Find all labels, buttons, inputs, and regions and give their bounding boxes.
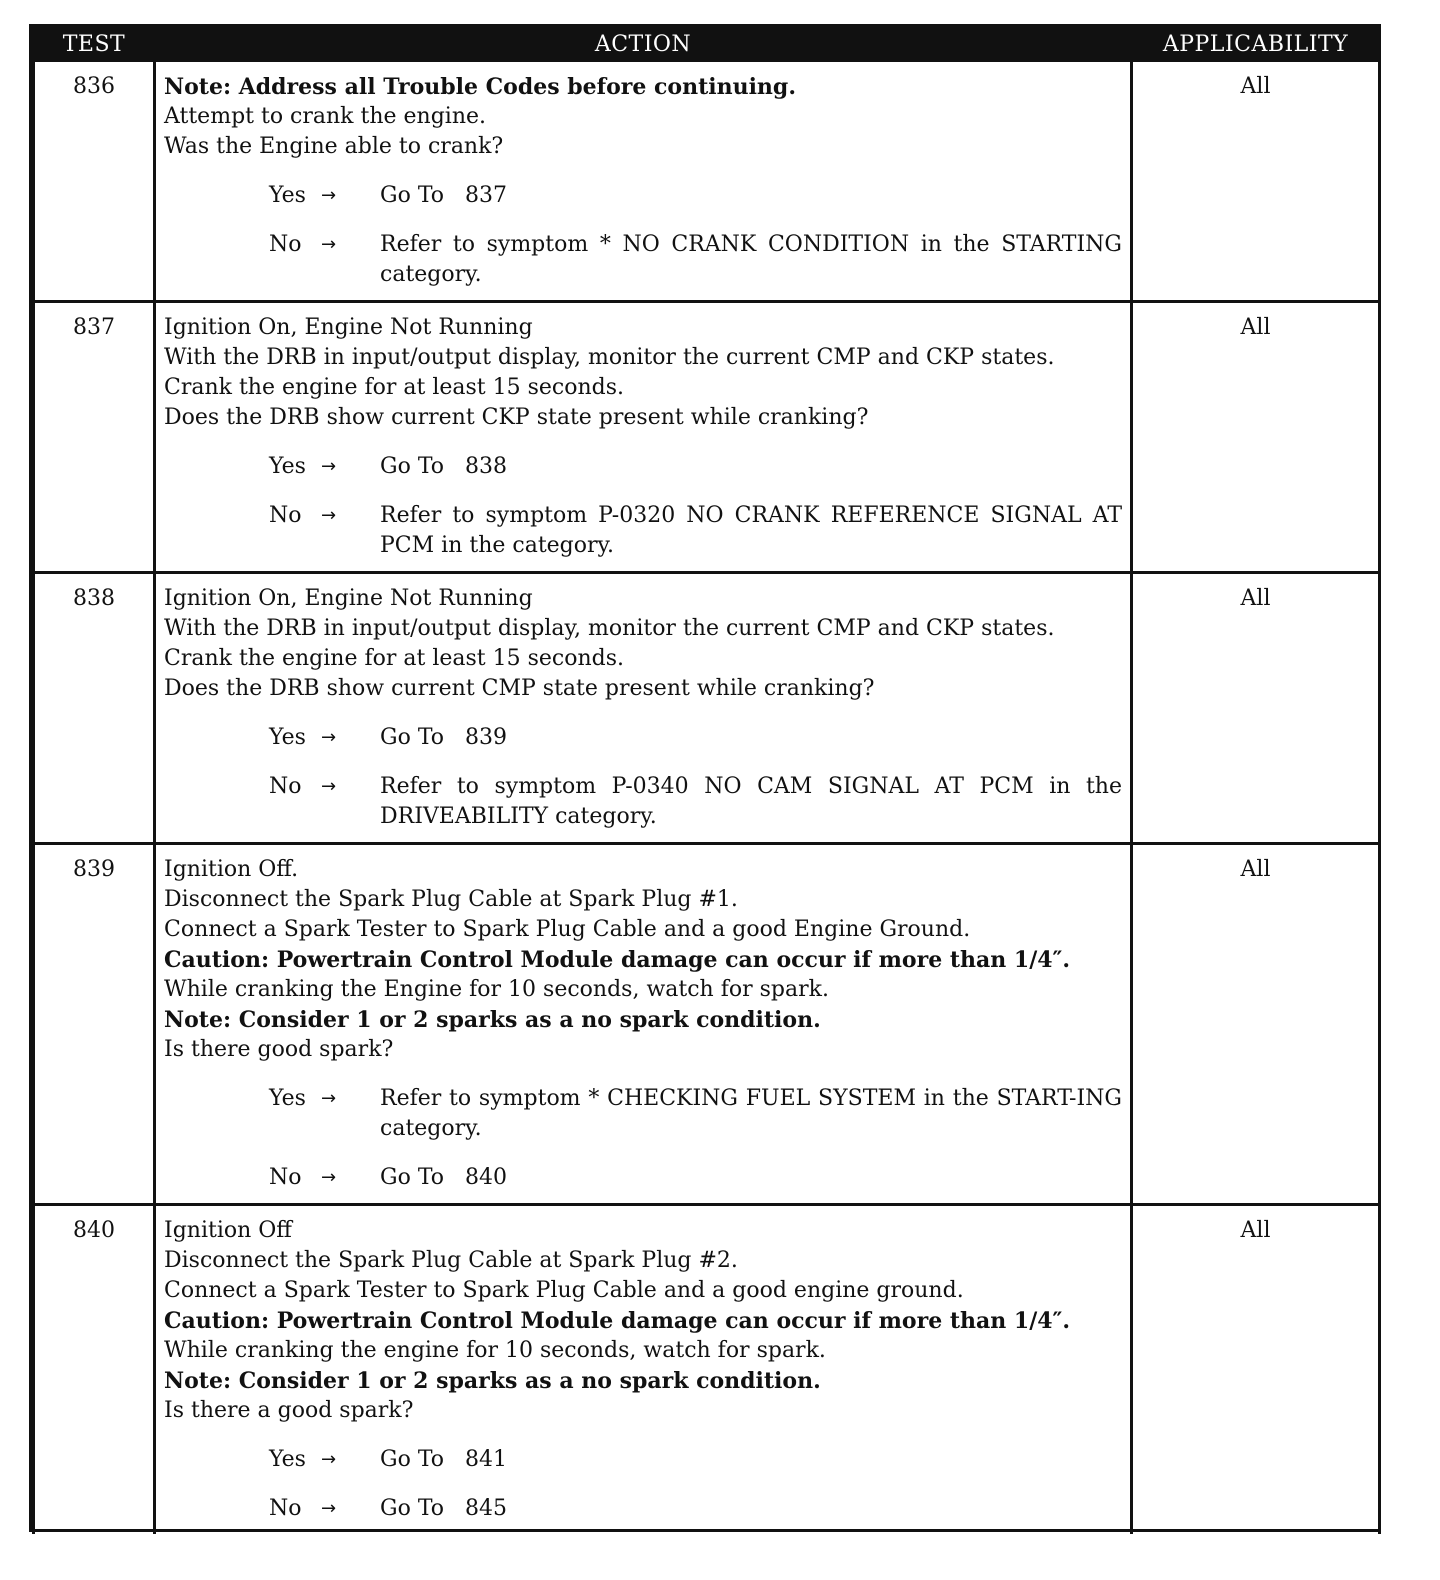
arrow-right-icon: → — [321, 234, 337, 255]
action-cell — [155, 302, 1132, 573]
answer-text: Go To 838 — [380, 454, 507, 479]
answer-label: No — [269, 503, 302, 528]
answer-label: Yes — [269, 725, 306, 750]
test-number: 838 — [34, 573, 155, 844]
arrow-right-icon: → — [321, 1498, 337, 1519]
action-step: Disconnect the Spark Plug Cable at Spark Plug #2. — [164, 1248, 738, 1273]
test-number: 839 — [34, 844, 155, 1205]
test-row — [34, 62, 1380, 302]
answer-yes — [269, 452, 1122, 482]
diagnostic-test-table — [29, 24, 1381, 1532]
answer-label: No — [269, 1165, 302, 1190]
action-note: Note: Consider 1 or 2 sparks as a no spark condition. — [164, 1007, 821, 1033]
answer-text: Go To 845 — [380, 1496, 507, 1521]
action-step: Does the DRB show current CMP state present while cranking? — [164, 676, 875, 701]
answer-text: Go To 840 — [380, 1165, 507, 1190]
answer-yes — [269, 723, 1122, 753]
action-note: Note: Consider 1 or 2 sparks as a no spark condition. — [164, 1368, 821, 1394]
answer-no — [269, 772, 1129, 832]
answer-no — [269, 501, 1129, 561]
action-cell — [155, 1205, 1132, 1535]
answer-text: Go To 839 — [380, 725, 507, 750]
action-step: Is there good spark? — [164, 1037, 394, 1062]
answer-text: Go To 837 — [380, 183, 507, 208]
answer-yes — [269, 1084, 1129, 1144]
action-step: Crank the engine for at least 15 seconds. — [164, 375, 625, 400]
action-note: Caution: Powertrain Control Module damage can occur if more than 1/4″. — [164, 1308, 1071, 1334]
action-cell — [155, 62, 1132, 302]
action-step: Crank the engine for at least 15 seconds. — [164, 646, 625, 671]
header-applicability: APPLICABILITY — [1132, 27, 1380, 62]
action-step: While cranking the engine for 10 seconds, watch for spark. — [164, 1338, 826, 1363]
answer-label: Yes — [269, 1086, 306, 1111]
arrow-right-icon: → — [321, 1167, 337, 1188]
action-step: Connect a Spark Tester to Spark Plug Cable and a good engine ground. — [164, 1278, 964, 1303]
answer-label: Yes — [269, 183, 306, 208]
test-row — [34, 1205, 1380, 1535]
action-step: Connect a Spark Tester to Spark Plug Cable and a good Engine Ground. — [164, 917, 971, 942]
arrow-right-icon: → — [321, 1449, 337, 1470]
action-step: Attempt to crank the engine. — [164, 104, 487, 129]
arrow-right-icon: → — [321, 505, 337, 526]
action-step: With the DRB in input/output display, monitor the current CMP and CKP states. — [164, 345, 1055, 370]
answer-label: Yes — [269, 1447, 306, 1472]
answer-label: Yes — [269, 454, 306, 479]
answer-text: Refer to symptom P-0340 NO CAM SIGNAL AT PCM in the DRIVEABILITY category. — [380, 774, 1129, 829]
action-step: Ignition On, Engine Not Running — [164, 315, 533, 340]
answer-no — [269, 230, 1129, 290]
answer-label: No — [269, 1496, 302, 1521]
applicability-cell: All — [1132, 302, 1380, 573]
test-row — [34, 844, 1380, 1205]
header-row — [34, 27, 1380, 62]
applicability-cell: All — [1132, 1205, 1380, 1535]
arrow-right-icon: → — [321, 776, 337, 797]
action-cell — [155, 844, 1132, 1205]
answer-yes — [269, 181, 1122, 211]
answer-label: No — [269, 774, 302, 799]
action-cell — [155, 573, 1132, 844]
action-step: Ignition Off — [164, 1218, 292, 1243]
answer-text: Go To 841 — [380, 1447, 507, 1472]
arrow-right-icon: → — [321, 1088, 337, 1109]
test-row — [34, 573, 1380, 844]
action-step: Does the DRB show current CKP state present while cranking? — [164, 405, 869, 430]
applicability-cell: All — [1132, 844, 1380, 1205]
answer-text: Refer to symptom * NO CRANK CONDITION in the STARTING category. — [380, 232, 1129, 287]
action-note: Caution: Powertrain Control Module damage can occur if more than 1/4″. — [164, 947, 1071, 973]
answer-no — [269, 1163, 1122, 1193]
test-table — [32, 27, 1381, 1534]
arrow-right-icon: → — [321, 727, 337, 748]
header-test: TEST — [34, 27, 155, 62]
answer-text: Refer to symptom * CHECKING FUEL SYSTEM in the START-ING category. — [380, 1086, 1129, 1141]
header-action: ACTION — [155, 27, 1132, 62]
action-step: Is there a good spark? — [164, 1398, 414, 1423]
answer-label: No — [269, 232, 302, 257]
answer-no — [269, 1494, 1122, 1524]
test-number: 836 — [34, 62, 155, 302]
action-step: Was the Engine able to crank? — [164, 134, 504, 159]
answer-yes — [269, 1445, 1122, 1475]
table-body — [34, 62, 1380, 1534]
test-number: 837 — [34, 302, 155, 573]
test-row — [34, 302, 1380, 573]
action-step: Ignition On, Engine Not Running — [164, 586, 533, 611]
action-step: Disconnect the Spark Plug Cable at Spark Plug #1. — [164, 887, 738, 912]
test-number: 840 — [34, 1205, 155, 1535]
answer-text: Refer to symptom P-0320 NO CRANK REFERENCE SIGNAL AT PCM in the category. — [380, 503, 1129, 558]
action-step: With the DRB in input/output display, monitor the current CMP and CKP states. — [164, 616, 1055, 641]
arrow-right-icon: → — [321, 185, 337, 206]
arrow-right-icon: → — [321, 456, 337, 477]
applicability-cell: All — [1132, 573, 1380, 844]
action-note: Note: Address all Trouble Codes before continuing. — [164, 74, 796, 100]
applicability-cell: All — [1132, 62, 1380, 302]
action-step: Ignition Off. — [164, 857, 299, 882]
action-step: While cranking the Engine for 10 seconds, watch for spark. — [164, 977, 829, 1002]
